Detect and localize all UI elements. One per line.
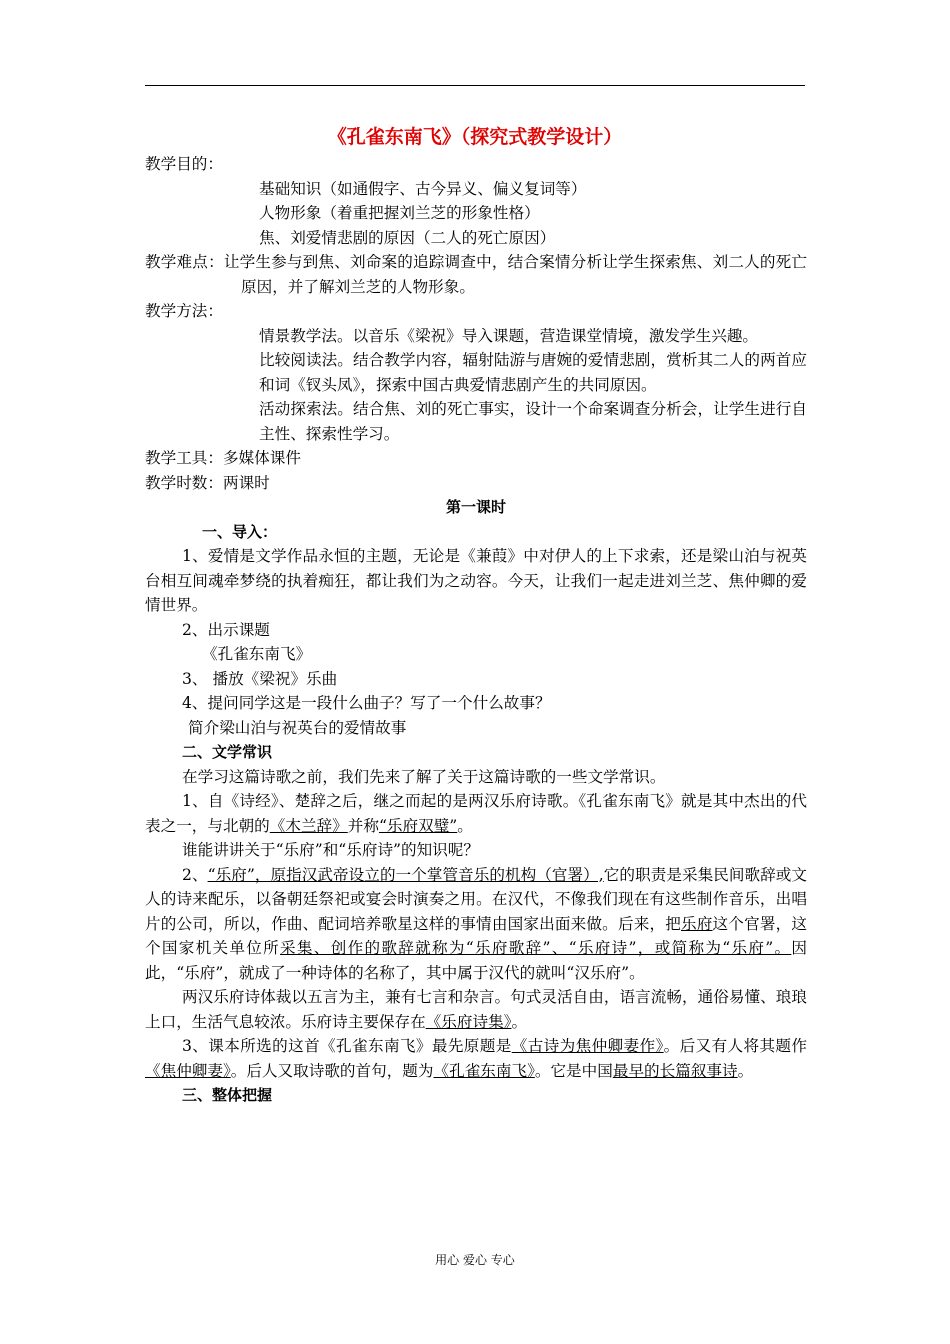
- objective-item: 基础知识（如通假字、古今异义、偏义复词等）: [259, 179, 587, 198]
- document-title: 《孔雀东南飞》（探究式教学设计）: [327, 126, 623, 148]
- intro-step: 3、 播放《梁祝》乐曲: [182, 669, 338, 688]
- method-item: 活动探索法。结合焦、刘的死亡事实，设计一个命案调查分析会，让学生进行自主性、探索性学习。: [259, 400, 807, 443]
- page-footer: 用心 爱心 专心: [435, 1253, 515, 1267]
- method-item: 情景教学法。以音乐《梁祝》导入课题，营造课堂情境，激发学生兴趣。: [259, 326, 759, 345]
- lesson-heading: 第一课时: [445, 498, 506, 516]
- section-heading-intro: 一、导入：: [202, 522, 278, 541]
- literature-paragraph-2: 2、“乐府”，原指汉武帝设立的一个掌管音乐的机构（官署）,它的职责是采集民间歌辞或文人的诗来配乐，以备朝廷祭祀或宴会时演奏之用。在汉代，不像我们现在有这些制作音乐，出唱片的公司，所以，作曲、配词培养歌星这样的事情由国家出面来做。后来，把乐府这个官署，这个国家机关单位所采集、创作的歌辞就称为“乐府歌辞”、“乐府诗”，或简称为“乐府”。因此，“乐府”，就成了一种诗体的名称了，其中属于汉代的就叫“汉乐府”。: [145, 865, 807, 982]
- objective-item: 焦、刘爱情悲剧的原因（二人的死亡原因）: [259, 228, 556, 247]
- literature-question: 谁能讲讲关于“乐府”和“乐府诗”的知识呢？: [182, 841, 479, 859]
- tools-line: 教学工具：多媒体课件: [145, 449, 301, 467]
- literature-paragraph-4: 3、课本所选的这首《孔雀东南飞》最先原题是《古诗为焦仲卿妻作》。后又有人将其题作《焦仲卿妻》。后人又取诗歌的首句，题为《孔雀东南飞》。它是中国最早的长篇叙事诗。: [145, 1037, 808, 1080]
- document-body: [145, 152, 807, 1108]
- method-item: 比较阅读法。结合教学内容，辐射陆游与唐婉的爱情悲剧，赏析其二人的两首应和词《钗头凤》，探索中国古典爱情悲剧产生的共同原因。: [259, 351, 807, 394]
- literature-intro: 在学习这篇诗歌之前，我们先来了解了关于这篇诗歌的一些文学常识。: [182, 767, 666, 786]
- intro-step-detail: 简介梁山泊与祝英台的爱情故事: [188, 718, 407, 737]
- hours-line: 教学时数：两课时: [145, 473, 270, 492]
- difficulty-paragraph: 教学难点：让学生参与到焦、刘命案的追踪调查中，结合案情分析让学生探索焦、刘二人的死亡原因，并了解刘兰芝的人物形象。: [145, 253, 807, 296]
- methods-label: 教学方法：: [145, 302, 223, 320]
- section-heading-overview: 三、整体把握: [182, 1086, 273, 1104]
- literature-paragraph-3: 两汉乐府诗体裁以五言为主，兼有七言和杂言。句式灵活自由，语言流畅，通俗易懂、琅琅上口，生活气息较浓。乐府诗主要保存在《乐府诗集》。: [145, 988, 807, 1031]
- header-rule: [145, 85, 805, 86]
- section-heading-literature: 二、文学常识: [182, 743, 273, 761]
- intro-paragraph: 1、爱情是文学作品永恒的主题，无论是《兼葭》中对伊人的上下求索，还是梁山泊与祝英台相互间魂牵梦绕的执着痴狂，都让我们为之动容。今天，让我们一起走进刘兰芝、焦仲卿的爱情世界。: [145, 547, 807, 614]
- intro-step: 2、出示课题: [182, 620, 270, 639]
- objective-item: 人物形象（着重把握刘兰芝的形象性格）: [259, 204, 540, 222]
- intro-step-detail: 《孔雀东南飞》: [202, 645, 312, 663]
- literature-paragraph-1: 1、自《诗经》、楚辞之后，继之而起的是两汉乐府诗歌。《孔雀东南飞》就是其中杰出的代表之一，与北朝的《木兰辞》并称“乐府双璧”。: [145, 792, 807, 835]
- objectives-label: 教学目的：: [145, 155, 223, 173]
- intro-step: 4、提问同学这是一段什么曲子？写了一个什么故事？: [182, 694, 551, 712]
